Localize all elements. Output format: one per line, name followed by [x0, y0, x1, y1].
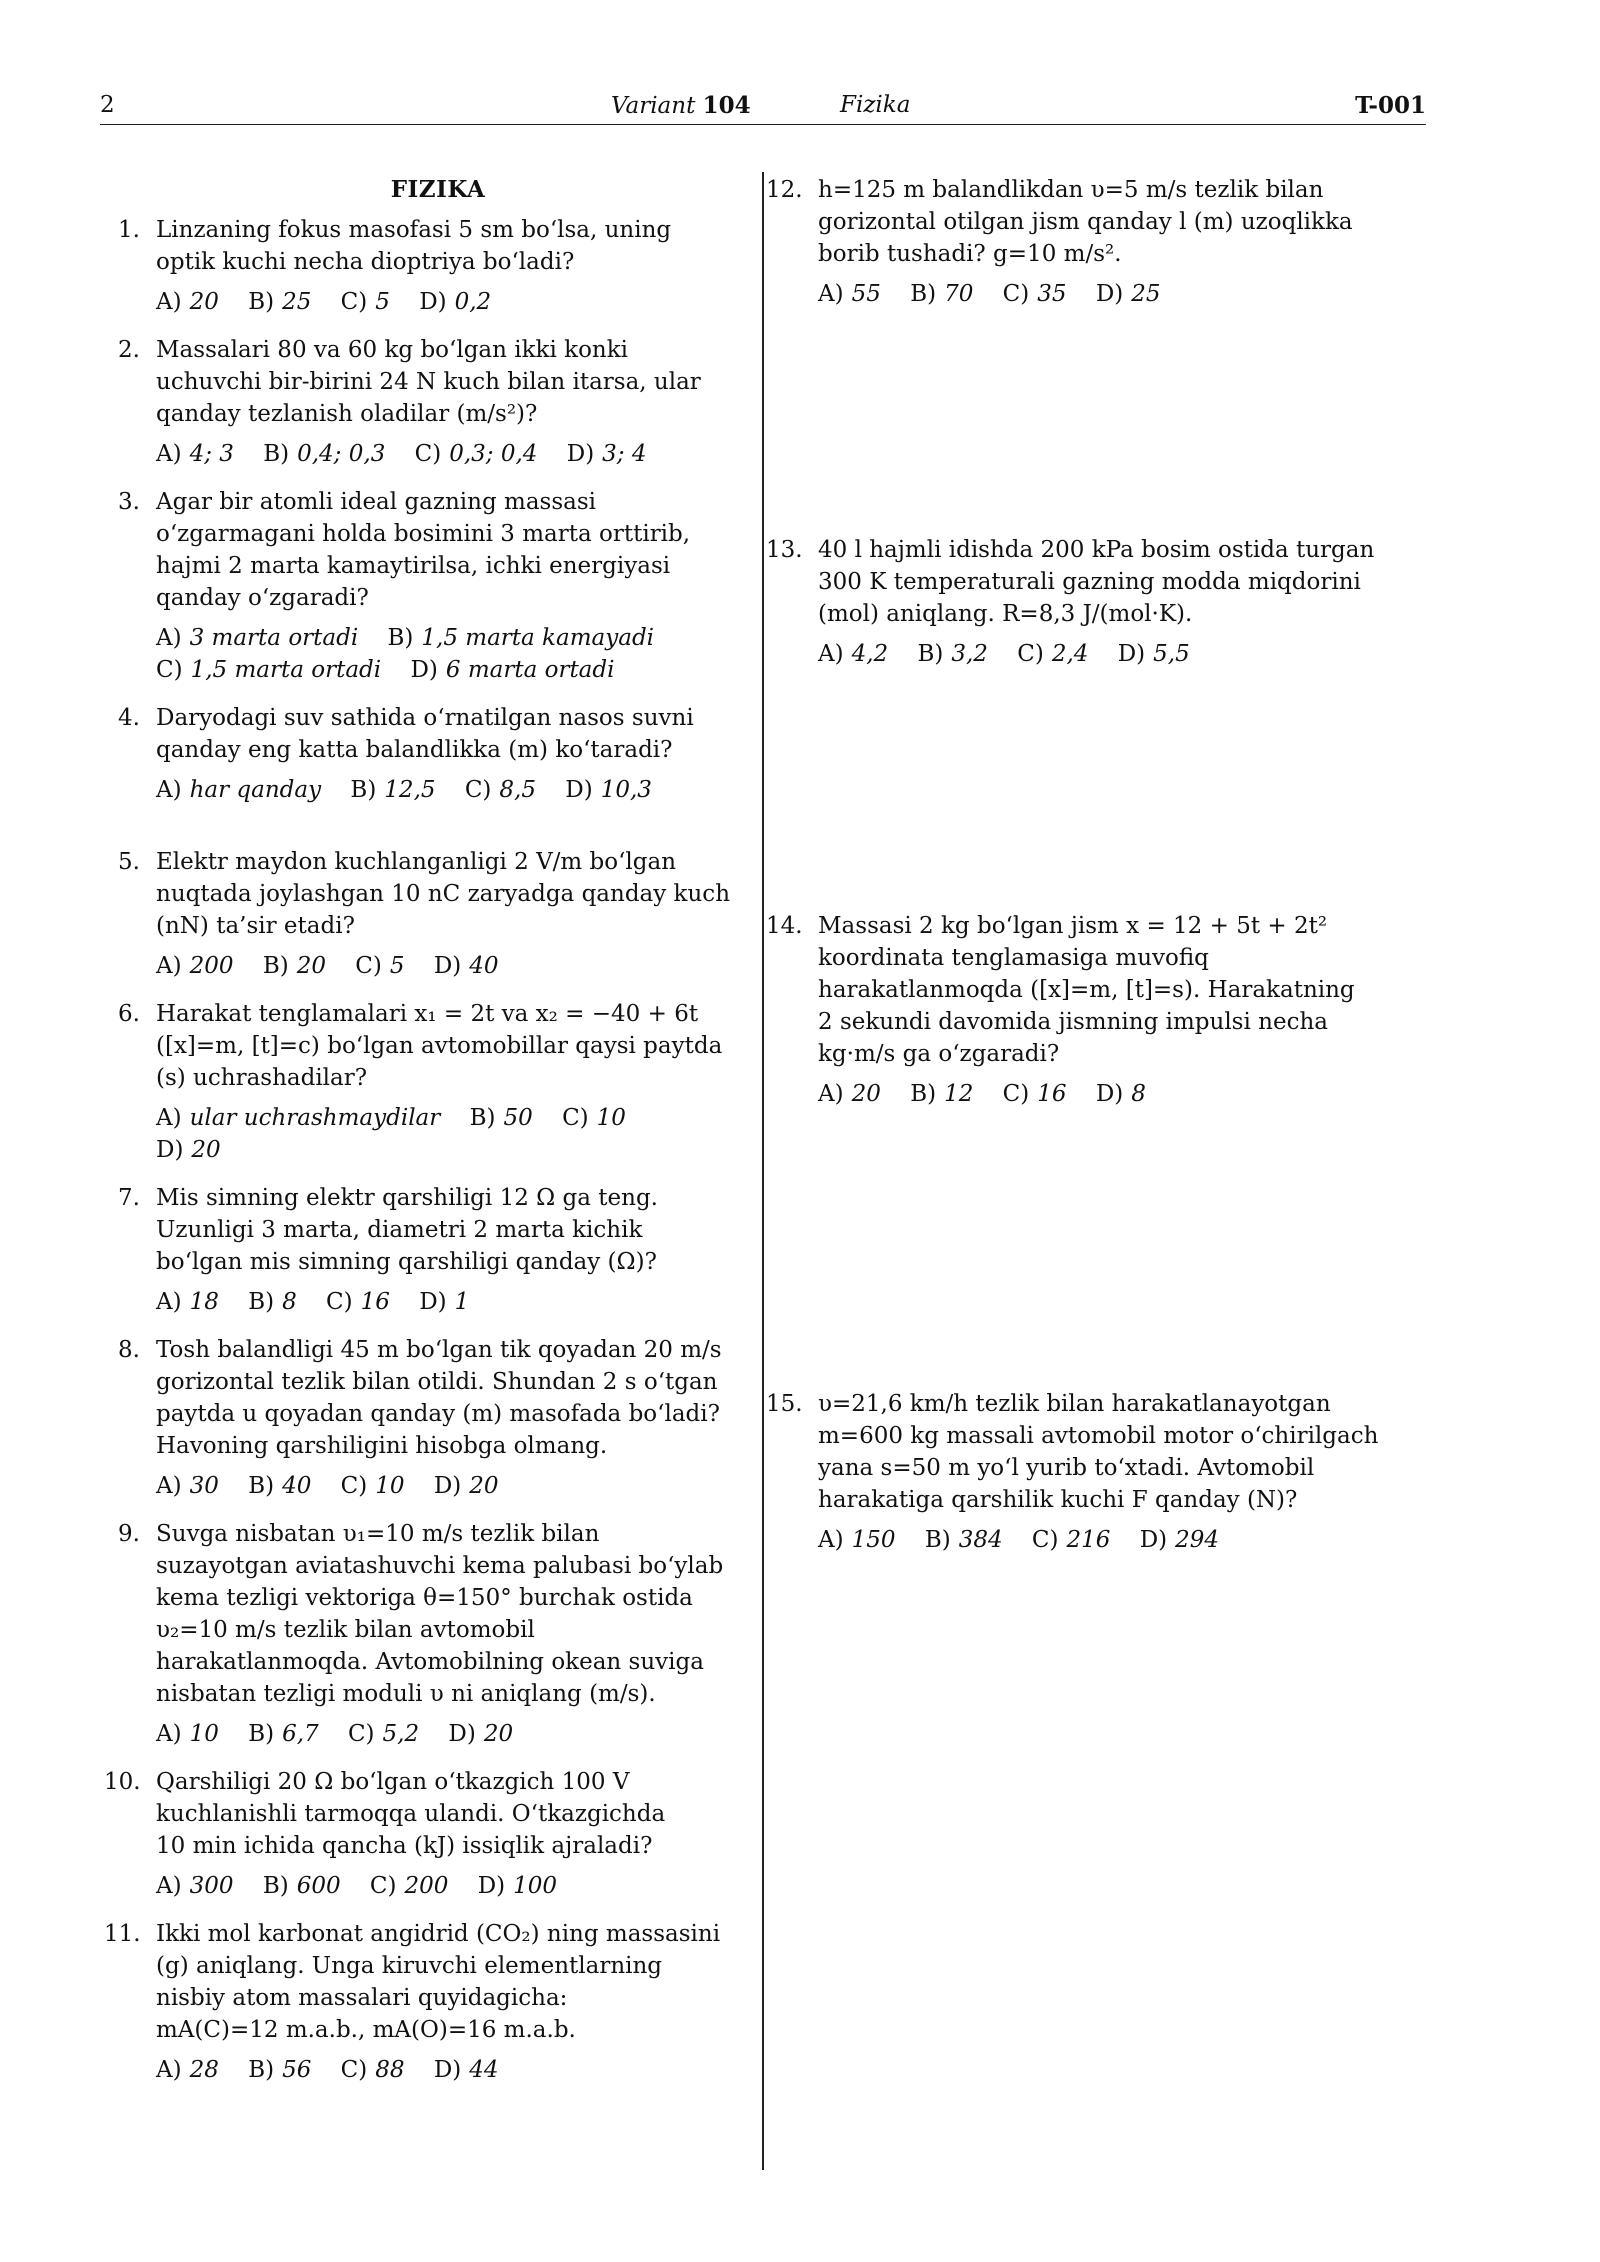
option-value: 16 — [360, 1289, 390, 1315]
option-letter: A) — [156, 1289, 182, 1315]
answer-option[interactable] — [263, 438, 385, 470]
option-letter: D) — [410, 657, 438, 683]
answer-option[interactable] — [910, 278, 973, 310]
option-value: 6,7 — [282, 1721, 319, 1747]
variant-label: Variant — [611, 93, 696, 119]
option-value: 5,5 — [1153, 641, 1190, 667]
option-letter: C) — [1002, 1081, 1030, 1107]
option-letter: B) — [350, 777, 377, 803]
option-letter: D) — [1139, 1527, 1168, 1553]
question — [118, 334, 738, 470]
right-column — [766, 174, 1400, 1572]
option-letter: A) — [156, 1105, 182, 1131]
answer-option[interactable] — [1003, 1078, 1067, 1110]
option-letter: A) — [156, 953, 182, 979]
answer-option[interactable] — [818, 278, 881, 310]
option-value: 25 — [1131, 281, 1161, 307]
answer-options — [156, 286, 738, 318]
option-value: 30 — [189, 1473, 219, 1499]
answer-option[interactable] — [248, 286, 311, 318]
answer-option[interactable] — [341, 1470, 405, 1502]
answer-option[interactable] — [156, 286, 219, 318]
answer-option[interactable] — [248, 1470, 311, 1502]
option-letter: C) — [326, 1289, 353, 1315]
answer-option[interactable] — [248, 2054, 311, 2086]
question — [104, 1766, 738, 1902]
answer-option[interactable] — [1003, 278, 1067, 310]
option-letter: C) — [464, 777, 492, 803]
answer-option[interactable] — [1096, 278, 1161, 310]
option-value: 10 — [189, 1721, 219, 1747]
option-value: 20 — [191, 1137, 221, 1163]
option-letter: C) — [340, 2057, 368, 2083]
option-letter: C) — [340, 289, 368, 315]
option-letter: C) — [340, 1473, 368, 1499]
question — [766, 534, 1400, 670]
option-letter: C) — [1017, 641, 1044, 667]
answer-option[interactable] — [370, 1870, 448, 1902]
option-value: 20 — [296, 953, 326, 979]
option-letter: B) — [248, 1289, 275, 1315]
answer-option[interactable] — [910, 1078, 973, 1110]
answer-option[interactable] — [478, 1870, 557, 1902]
answer-option[interactable] — [925, 1524, 1003, 1556]
option-letter: D) — [419, 1289, 447, 1315]
answer-option[interactable] — [818, 1078, 881, 1110]
question — [118, 1518, 738, 1750]
option-value: 8 — [282, 1289, 297, 1315]
option-value: 20 — [189, 289, 219, 315]
option-value: 200 — [189, 953, 234, 979]
option-value: 2,4 — [1051, 641, 1089, 667]
question-number: 10. — [104, 1769, 141, 1795]
option-letter: B) — [248, 1721, 275, 1747]
option-value: ular uchrashmaydilar — [189, 1105, 441, 1131]
option-letter: B) — [248, 2057, 275, 2083]
question — [766, 1388, 1400, 1556]
option-value: 8,5 — [499, 777, 536, 803]
answer-option[interactable] — [156, 774, 321, 806]
page-header — [100, 88, 1426, 125]
answer-option[interactable] — [156, 1470, 219, 1502]
option-letter: A) — [818, 281, 844, 307]
answer-option[interactable] — [470, 1102, 533, 1134]
answer-option[interactable] — [465, 774, 536, 806]
question-number: 1. — [118, 217, 140, 243]
answer-option[interactable] — [1096, 1078, 1146, 1110]
question-number: 2. — [118, 337, 140, 363]
question-text: Qarshiligi 20 Ω bo‘lgan o‘tkazgich 100 V kuchlanishli tarmoqqa ulandi. O‘tkazgichda 10 min ichida qancha (kJ) issiqlik ajraladi? — [156, 1769, 666, 1859]
answer-option[interactable] — [419, 1286, 469, 1318]
option-letter: A) — [156, 2057, 182, 2083]
option-value: 10 — [596, 1105, 626, 1131]
question-number: 6. — [118, 1001, 140, 1027]
question-number: 14. — [766, 913, 803, 939]
option-letter: D) — [433, 1473, 462, 1499]
answer-options — [156, 1470, 738, 1502]
option-value: 150 — [851, 1527, 896, 1553]
option-value: 100 — [513, 1873, 558, 1899]
question-number: 7. — [118, 1185, 140, 1211]
answer-option[interactable] — [917, 638, 987, 670]
option-value: har qanday — [189, 777, 322, 803]
option-value: 4; 3 — [189, 441, 234, 467]
question — [766, 910, 1400, 1110]
subject-label: Fizika — [840, 92, 911, 118]
question — [118, 214, 738, 318]
option-value: 3 marta ortadi — [189, 625, 359, 651]
question-text: 40 l hajmli idishda 200 kPa bosim ostida turgan 300 K temperaturali gazning modda miqdorini (mol) aniqlang. R=8,3 J/(mol·K). — [818, 537, 1375, 627]
answer-options — [818, 638, 1400, 670]
answer-option[interactable] — [248, 1718, 318, 1750]
question-text: Harakat tenglamalari x₁ = 2t va x₂ = −40 + 6t ([x]=m, [t]=c) bo‘lgan avtomobillar qaysi paytda (s) uchrashadilar? — [156, 1001, 723, 1091]
answer-option[interactable] — [355, 950, 404, 982]
option-value: 88 — [375, 2057, 405, 2083]
option-letter: C) — [562, 1105, 589, 1131]
option-letter: B) — [910, 1081, 937, 1107]
option-letter: D) — [433, 2057, 462, 2083]
answer-option[interactable] — [341, 286, 390, 318]
answer-option[interactable] — [410, 654, 614, 686]
answer-options — [156, 774, 738, 806]
answer-option[interactable] — [156, 950, 234, 982]
option-value: 1 — [454, 1289, 470, 1315]
option-letter: D) — [566, 441, 595, 467]
answer-option[interactable] — [156, 1870, 234, 1902]
option-letter: B) — [924, 1527, 951, 1553]
answer-option[interactable] — [562, 1102, 626, 1134]
answer-options — [156, 1870, 738, 1902]
option-value: 10,3 — [600, 777, 652, 803]
option-value: 8 — [1131, 1081, 1146, 1107]
answer-options — [818, 1524, 1400, 1556]
option-letter: C) — [414, 441, 442, 467]
answer-option[interactable] — [1140, 1524, 1219, 1556]
question — [118, 846, 738, 982]
question-number: 11. — [104, 1921, 141, 1947]
option-letter: D) — [433, 953, 462, 979]
answer-options — [156, 438, 738, 470]
option-letter: D) — [448, 1721, 476, 1747]
option-letter: A) — [156, 1721, 182, 1747]
option-letter: A) — [156, 777, 182, 803]
question-text: Daryodagi suv sathida o‘rnatilgan nasos suvni qanday eng katta balandlikka (m) ko‘taradi? — [156, 705, 694, 763]
option-value: 294 — [1175, 1527, 1220, 1553]
answer-option[interactable] — [156, 1286, 219, 1318]
question-text: Ikki mol karbonat angidrid (CO₂) ning massasini (g) aniqlang. Unga kiruvchi elementlarning nisbiy atom massalari quyidagicha: mA(C)=12 m.a.b., mA(O)=16 m.a.b. — [156, 1921, 721, 2043]
option-value: 35 — [1037, 281, 1067, 307]
option-value: 384 — [958, 1527, 1003, 1553]
option-letter: A) — [156, 441, 182, 467]
option-value: 216 — [1066, 1527, 1111, 1553]
answer-options — [156, 2054, 738, 2086]
option-value: 3; 4 — [602, 441, 647, 467]
answer-option[interactable] — [348, 1718, 419, 1750]
answer-options — [156, 950, 738, 982]
option-value: 200 — [404, 1873, 449, 1899]
answer-option[interactable] — [350, 774, 435, 806]
question-number: 4. — [118, 705, 140, 731]
answer-options — [818, 278, 1400, 310]
option-letter: C) — [355, 953, 382, 979]
option-value: 0,2 — [454, 289, 492, 315]
option-value: 16 — [1037, 1081, 1067, 1107]
answer-option[interactable] — [434, 1470, 499, 1502]
option-value: 5 — [389, 953, 405, 979]
question — [766, 174, 1400, 310]
answer-option[interactable] — [326, 1286, 390, 1318]
answer-option[interactable] — [1032, 1524, 1110, 1556]
question — [118, 486, 738, 686]
option-letter: C) — [1031, 1527, 1059, 1553]
option-letter: D) — [1095, 281, 1124, 307]
question — [118, 1334, 738, 1502]
answer-option[interactable] — [263, 950, 326, 982]
question-number: 9. — [118, 1521, 140, 1547]
option-value: 300 — [189, 1873, 234, 1899]
answer-option[interactable] — [818, 1524, 896, 1556]
option-value: 20 — [469, 1473, 499, 1499]
question — [118, 702, 738, 806]
option-letter: B) — [248, 289, 275, 315]
option-letter: A) — [156, 625, 182, 651]
option-value: 50 — [503, 1105, 533, 1131]
option-value: 28 — [189, 2057, 219, 2083]
answer-option[interactable] — [156, 654, 381, 686]
option-letter: B) — [917, 641, 944, 667]
option-letter: A) — [156, 1873, 182, 1899]
answer-option[interactable] — [263, 1870, 341, 1902]
option-letter: B) — [248, 1473, 275, 1499]
question-number: 8. — [118, 1337, 140, 1363]
answer-option[interactable] — [434, 950, 499, 982]
option-value: 12 — [944, 1081, 974, 1107]
option-letter: C) — [1002, 281, 1030, 307]
answer-options — [156, 622, 738, 686]
answer-option[interactable] — [567, 438, 647, 470]
answer-option[interactable] — [419, 286, 491, 318]
option-value: 1,5 marta ortadi — [190, 657, 382, 683]
question-number: 12. — [766, 177, 803, 203]
answer-option[interactable] — [156, 438, 234, 470]
option-letter: D) — [419, 289, 447, 315]
question-text: Elektr maydon kuchlanganligi 2 V/m bo‘lgan nuqtada joylashgan 10 nC zaryadga qanday kuch (nN) ta’sir etadi? — [156, 849, 731, 939]
option-letter: B) — [910, 281, 937, 307]
variant-heading — [611, 92, 751, 119]
option-value: 55 — [851, 281, 881, 307]
answer-options — [156, 1102, 738, 1166]
option-letter: D) — [1117, 641, 1146, 667]
option-value: 18 — [189, 1289, 219, 1315]
option-letter: D) — [1095, 1081, 1124, 1107]
option-value: 5 — [375, 289, 390, 315]
question-text: Agar bir atomli ideal gazning massasi o‘zgarmagani holda bosimini 3 marta orttirib, hajmi 2 marta kamaytirilsa, ichki energiyasi qanday o‘zgaradi? — [156, 489, 691, 611]
section-title: FIZIKA — [390, 176, 486, 203]
answer-option[interactable] — [156, 1718, 219, 1750]
answer-option[interactable] — [156, 622, 358, 654]
answer-option[interactable] — [1118, 638, 1190, 670]
answer-option[interactable] — [248, 1286, 297, 1318]
option-value: 0,4; 0,3 — [297, 441, 386, 467]
question-text: Suvga nisbatan υ₁=10 m/s tezlik bilan suzayotgan aviatashuvchi kema palubasi bo‘ylab kema tezligi vektoriga θ=150° burchak ostida υ₂=10 m/s tezlik bilan avtomobil harakatlanmoqda. Avtomobilning okean suviga nisbatan tezligi moduli υ ni aniqlang (m/s). — [156, 1521, 724, 1707]
question-number: 5. — [118, 849, 140, 875]
option-letter: A) — [818, 1527, 844, 1553]
answer-option[interactable] — [565, 774, 652, 806]
question — [104, 1918, 738, 2086]
question-text: Linzaning fokus masofasi 5 sm bo‘lsa, uning optik kuchi necha dioptriya bo‘ladi? — [156, 217, 672, 275]
option-value: 600 — [296, 1873, 341, 1899]
question-text: Massalari 80 va 60 kg bo‘lgan ikki konki uchuvchi bir-birini 24 N kuch bilan itarsa, ular qanday tezlanish oladilar (m/s²)? — [156, 337, 701, 427]
question-text: Massasi 2 kg bo‘lgan jism x = 12 + 5t + 2t² koordinata tenglamasiga muvofiq harakatlanmoqda ([x]=m, [t]=s). Harakatning 2 sekundi davomida jismning impulsi necha kg·m/s ga o‘zgaradi? — [818, 913, 1355, 1067]
question-number: 15. — [766, 1391, 803, 1417]
option-value: 44 — [469, 2057, 499, 2083]
option-value: 40 — [282, 1473, 312, 1499]
option-value: 1,5 marta kamayadi — [421, 625, 655, 651]
answer-option[interactable] — [388, 622, 655, 654]
option-letter: A) — [818, 641, 844, 667]
option-letter: C) — [369, 1873, 397, 1899]
document-code: T-001 — [1355, 92, 1426, 119]
question-text: h=125 m balandlikdan υ=5 m/s tezlik bilan gorizontal otilgan jism qanday l (m) uzoqlikka borib tushadi? g=10 m/s². — [818, 177, 1353, 267]
option-value: 10 — [375, 1473, 405, 1499]
option-letter: B) — [263, 441, 290, 467]
option-letter: C) — [156, 657, 183, 683]
option-letter: B) — [387, 625, 414, 651]
page-number: 2 — [100, 92, 115, 118]
answer-option[interactable] — [156, 1102, 440, 1134]
answer-options — [156, 1718, 738, 1750]
option-value: 20 — [851, 1081, 881, 1107]
option-letter: D) — [156, 1137, 184, 1163]
option-letter: A) — [156, 289, 182, 315]
answer-option[interactable] — [156, 2054, 219, 2086]
option-value: 20 — [483, 1721, 514, 1747]
answer-option[interactable] — [415, 438, 538, 470]
question-text: υ=21,6 km/h tezlik bilan harakatlanayotgan m=600 kg massali avtomobil motor o‘chirilgach yana s=50 m yo‘l yurib to‘xtadi. Avtomobil harakatiga qarshilik kuchi F qanday (N)? — [818, 1391, 1379, 1513]
option-letter: C) — [347, 1721, 375, 1747]
answer-option[interactable] — [818, 638, 888, 670]
option-value: 6 marta ortadi — [445, 657, 615, 683]
question-text: Mis simning elektr qarshiligi 12 Ω ga teng. Uzunligi 3 marta, diametri 2 marta kichik bo‘lgan mis simning qarshiligi qanday (Ω)? — [156, 1185, 658, 1275]
option-letter: D) — [565, 777, 593, 803]
option-value: 25 — [282, 289, 312, 315]
variant-number: 104 — [702, 92, 751, 119]
answer-option[interactable] — [434, 2054, 499, 2086]
option-value: 56 — [282, 2057, 312, 2083]
answer-option[interactable] — [1017, 638, 1088, 670]
option-letter: B) — [262, 953, 289, 979]
question — [118, 998, 738, 1166]
option-letter: D) — [477, 1873, 506, 1899]
option-value: 0,3; 0,4 — [449, 441, 538, 467]
question-number: 13. — [766, 537, 803, 563]
answer-option[interactable] — [448, 1718, 513, 1750]
option-value: 70 — [944, 281, 974, 307]
column-divider — [762, 172, 764, 2170]
answer-options — [818, 1078, 1400, 1110]
option-letter: A) — [156, 1473, 182, 1499]
question-text: Tosh balandligi 45 m bo‘lgan tik qoyadan 20 m/s gorizontal tezlik bilan otildi. Shundan 2 s o‘tgan paytda u qoyadan qanday (m) masofada bo‘ladi? Havoning qarshiligini hisobga olmang. — [156, 1337, 722, 1459]
option-value: 12,5 — [384, 777, 436, 803]
option-letter: B) — [469, 1105, 496, 1131]
question-number: 3. — [118, 489, 140, 515]
left-column — [104, 174, 738, 2102]
option-value: 3,2 — [951, 641, 988, 667]
answer-option[interactable] — [341, 2054, 405, 2086]
question — [118, 1182, 738, 1318]
option-letter: A) — [818, 1081, 844, 1107]
option-letter: B) — [262, 1873, 289, 1899]
answer-options — [156, 1286, 738, 1318]
option-value: 4,2 — [851, 641, 889, 667]
option-value: 5,2 — [382, 1721, 420, 1747]
option-value: 40 — [469, 953, 499, 979]
answer-option[interactable] — [156, 1134, 221, 1166]
